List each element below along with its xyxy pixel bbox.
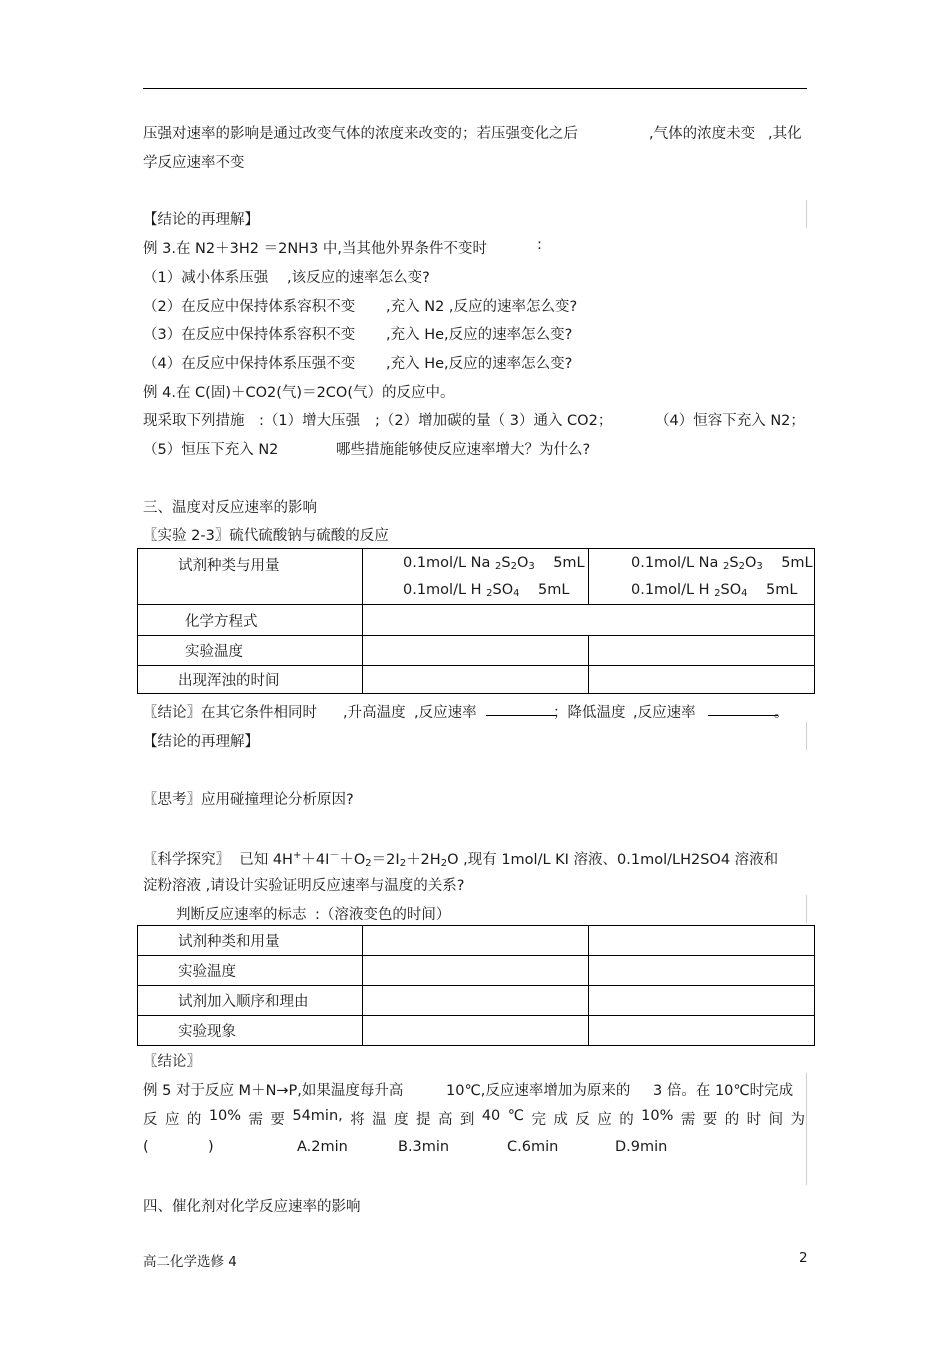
example-5-line2-token: 将 — [350, 1112, 365, 1128]
example-5-line2-token: 要 — [702, 1112, 718, 1128]
example-5-line2-token: 反 — [143, 1112, 158, 1128]
table2-temperature-cell-1[interactable] — [363, 956, 589, 986]
example-4-title: 例 4.在 C(固)＋CO2(气)＝2CO(气）的反应中。 — [143, 385, 455, 401]
example-5-line2-token: 54min, — [292, 1108, 343, 1124]
conclusion-1-c: ,反应速率 — [414, 705, 477, 721]
example-5-line1-c: 3 倍。在 10℃时完成 — [653, 1083, 794, 1099]
example-3-q3: （3）在反应中保持体系容积不变 — [143, 327, 356, 343]
table2-order-label: 试剂加入顺序和理由 — [138, 986, 363, 1016]
example-3-q4-tail: ,充入 He,反应的速率怎么变? — [386, 356, 573, 372]
table2-phenomenon-cell-2[interactable] — [589, 1016, 815, 1046]
example-5-line2-token: 成 — [553, 1112, 568, 1128]
pressure-text-line1c: ,其化 — [768, 126, 802, 142]
table2-temperature-label: 实验温度 — [138, 956, 363, 986]
table1-temperature-cell-1[interactable] — [363, 636, 589, 666]
conclusion-2: 〖结论〗 — [143, 1054, 201, 1070]
example-3-q2-tail: ,充入 N2 ,反应的速率怎么变? — [386, 299, 578, 315]
table2-phenomenon-cell-1[interactable] — [363, 1016, 589, 1046]
table2-reagent-cell-2[interactable] — [589, 926, 815, 956]
example-3-q1: （1）减小体系压强 — [143, 270, 269, 286]
table1-reagents-col2: 0.1mol/L Na $_2S_2O_3$ 5mL 0.1mol/L H $_2SO_4$ 5mL — [589, 549, 815, 605]
example-5-option-d[interactable]: D.9min — [615, 1139, 668, 1155]
example-5-line2-token: 为 — [790, 1112, 805, 1128]
pressure-text-line1a: 压强对速率的影响是通过改变气体的浓度来改变的；若压强变化之后 — [143, 126, 578, 142]
table2-order-cell-2[interactable] — [589, 986, 815, 1016]
example-5-line2 — [143, 1108, 805, 1129]
example-5-line2-token: 要 — [270, 1112, 285, 1128]
table2-order-cell-1[interactable] — [363, 986, 589, 1016]
example-5-line2-token: 提 — [416, 1112, 431, 1128]
table1-turbidity-label: 出现浑浊的时间 — [138, 666, 363, 694]
example-5-line2-token: 时 — [746, 1112, 762, 1128]
pressure-text-line2: 学反应速率不变 — [143, 155, 245, 171]
section-3-heading: 三、温度对反应速率的影响 — [143, 500, 317, 516]
example-5-line2-token: 高 — [437, 1112, 453, 1128]
example-5-line2-token: 应 — [597, 1112, 612, 1128]
example-5-line2-token: 40 — [481, 1108, 501, 1124]
example-3-q4: （4）在反应中保持体系压强不变 — [143, 356, 356, 372]
example-5-line2-token: 需 — [680, 1112, 696, 1128]
example-5-line2-token: ℃ — [507, 1108, 525, 1124]
margin-line-2 — [806, 722, 807, 750]
example-4-line2-a: （5）恒压下充入 N2 — [143, 442, 279, 458]
example-4-measures-d: （4）恒容下充入 N2； — [655, 413, 805, 429]
example-5-paren-open: ( — [143, 1139, 149, 1155]
example-5-line2-token: 10% — [208, 1108, 242, 1124]
example-5-line2-token: 间 — [768, 1112, 784, 1128]
example-5-option-b[interactable]: B.3min — [398, 1139, 450, 1155]
table1-temperature-label: 实验温度 — [138, 636, 363, 666]
table1-temperature-cell-2[interactable] — [589, 636, 815, 666]
pressure-text-line1b: ,气体的浓度未变 — [649, 126, 756, 142]
example-3-q3-tail: ,充入 He,反应的速率怎么变? — [386, 327, 573, 343]
example-4-line2-b: 哪些措施能够使反应速率增大？为什么? — [336, 442, 591, 458]
example-4-measures-c: ;（2）增加碳的量（ 3）通入 CO2； — [375, 413, 613, 429]
table1-turbidity-cell-1[interactable] — [363, 666, 589, 694]
example-5-line2-token: 温 — [372, 1112, 387, 1128]
example-5-line1-b: 10℃,反应速率增加为原来的 — [446, 1083, 631, 1099]
example-3-title: 例 3.在 N2＋3H2 ＝2NH3 中,当其他外界条件不变时 — [143, 241, 488, 257]
margin-line-4 — [806, 1073, 807, 1185]
table1-reagents-col1: 0.1mol/L Na $_2S_2O_3$ 5mL 0.1mol/L H $_2SO_4$ 5mL — [363, 549, 589, 605]
example-4-measures-b: :（1）增大压强 — [259, 413, 361, 429]
example-5-line2-token: 度 — [394, 1112, 409, 1128]
conclusion-1-b: ,升高温度 — [343, 705, 406, 721]
example-5-line1-a: 例 5 对于反应 M＋N→P,如果温度每升高 — [143, 1083, 404, 1099]
example-5-line2-token: 反 — [575, 1112, 590, 1128]
table1-turbidity-cell-2[interactable] — [589, 666, 815, 694]
footer-page-number: 2 — [799, 1250, 808, 1266]
example-3-q1-tail: ,该反应的速率怎么变? — [287, 270, 430, 286]
table2-phenomenon-label: 实验现象 — [138, 1016, 363, 1046]
experiment-2-3-table — [137, 548, 815, 694]
example-5-line2-token: 的 — [186, 1112, 202, 1128]
example-4-measures-a: 现采取下列措施 — [143, 413, 245, 429]
inquiry-table — [137, 925, 815, 1046]
example-5-line2-token: 的 — [619, 1112, 634, 1128]
reunderstand-heading-1: 【结论的再理解】 — [143, 212, 259, 228]
example-3-q2: （2）在反应中保持体系容积不变 — [143, 299, 356, 315]
example-5-line2-token: 完 — [531, 1112, 546, 1128]
conclusion-1-e: ,反应速率 — [633, 705, 696, 721]
table1-reagent-label: 试剂种类与用量 — [138, 549, 363, 605]
example-5-line2-token: 的 — [724, 1112, 740, 1128]
example-5-line2-token: 需 — [248, 1112, 263, 1128]
experiment-2-3-title: 〖实验 2-3〗硫代硫酸钠与硫酸的反应 — [143, 528, 389, 544]
table1-equation-cell[interactable] — [363, 605, 815, 636]
judge-criterion-a: 判断反应速率的标志 — [176, 907, 307, 923]
inquiry-line-2: 淀粉溶液 ,请设计实验证明反应速率与温度的关系? — [143, 878, 465, 894]
table2-temperature-cell-2[interactable] — [589, 956, 815, 986]
inquiry-line-1: 〖科学探究〗 已知 $4H^++4I^-+O_2=2I_2+2H_2O$ ,现有 1mol/L KI 溶液、0.1mol/LH2SO4 溶液和 — [143, 850, 779, 869]
margin-line-1 — [806, 200, 807, 228]
header-rule — [143, 88, 807, 89]
conclusion-1-f: 。 — [774, 705, 789, 721]
example-5-paren-close[interactable]: ) — [208, 1139, 214, 1155]
table2-reagent-label: 试剂种类和用量 — [138, 926, 363, 956]
example-3-title-tail: : — [537, 237, 542, 253]
section-4-heading: 四、催化剂对化学反应速率的影响 — [143, 1199, 361, 1215]
conclusion-1-blank-1[interactable] — [486, 702, 556, 720]
conclusion-1-blank-2[interactable] — [708, 702, 778, 720]
example-5-line2-token: 应 — [164, 1112, 180, 1128]
table1-equation-label: 化学方程式 — [138, 605, 363, 636]
conclusion-1-d: ；降低温度 — [553, 705, 626, 721]
example-5-option-c[interactable]: C.6min — [507, 1139, 559, 1155]
example-5-option-a[interactable]: A.2min — [297, 1139, 348, 1155]
table2-reagent-cell-1[interactable] — [363, 926, 589, 956]
example-5-line2-token: 10% — [641, 1108, 674, 1124]
think-prompt: 〖思考〗应用碰撞理论分析原因? — [143, 792, 354, 808]
reunderstand-heading-2: 【结论的再理解】 — [143, 734, 259, 750]
margin-line-3 — [806, 895, 807, 923]
judge-criterion-b: :（溶液变色的时间） — [315, 907, 451, 923]
example-5-line2-token: 到 — [459, 1112, 475, 1128]
footer-course: 高二化学选修 4 — [143, 1254, 237, 1270]
conclusion-1-a: 〖结论〗在其它条件相同时 — [143, 705, 317, 721]
